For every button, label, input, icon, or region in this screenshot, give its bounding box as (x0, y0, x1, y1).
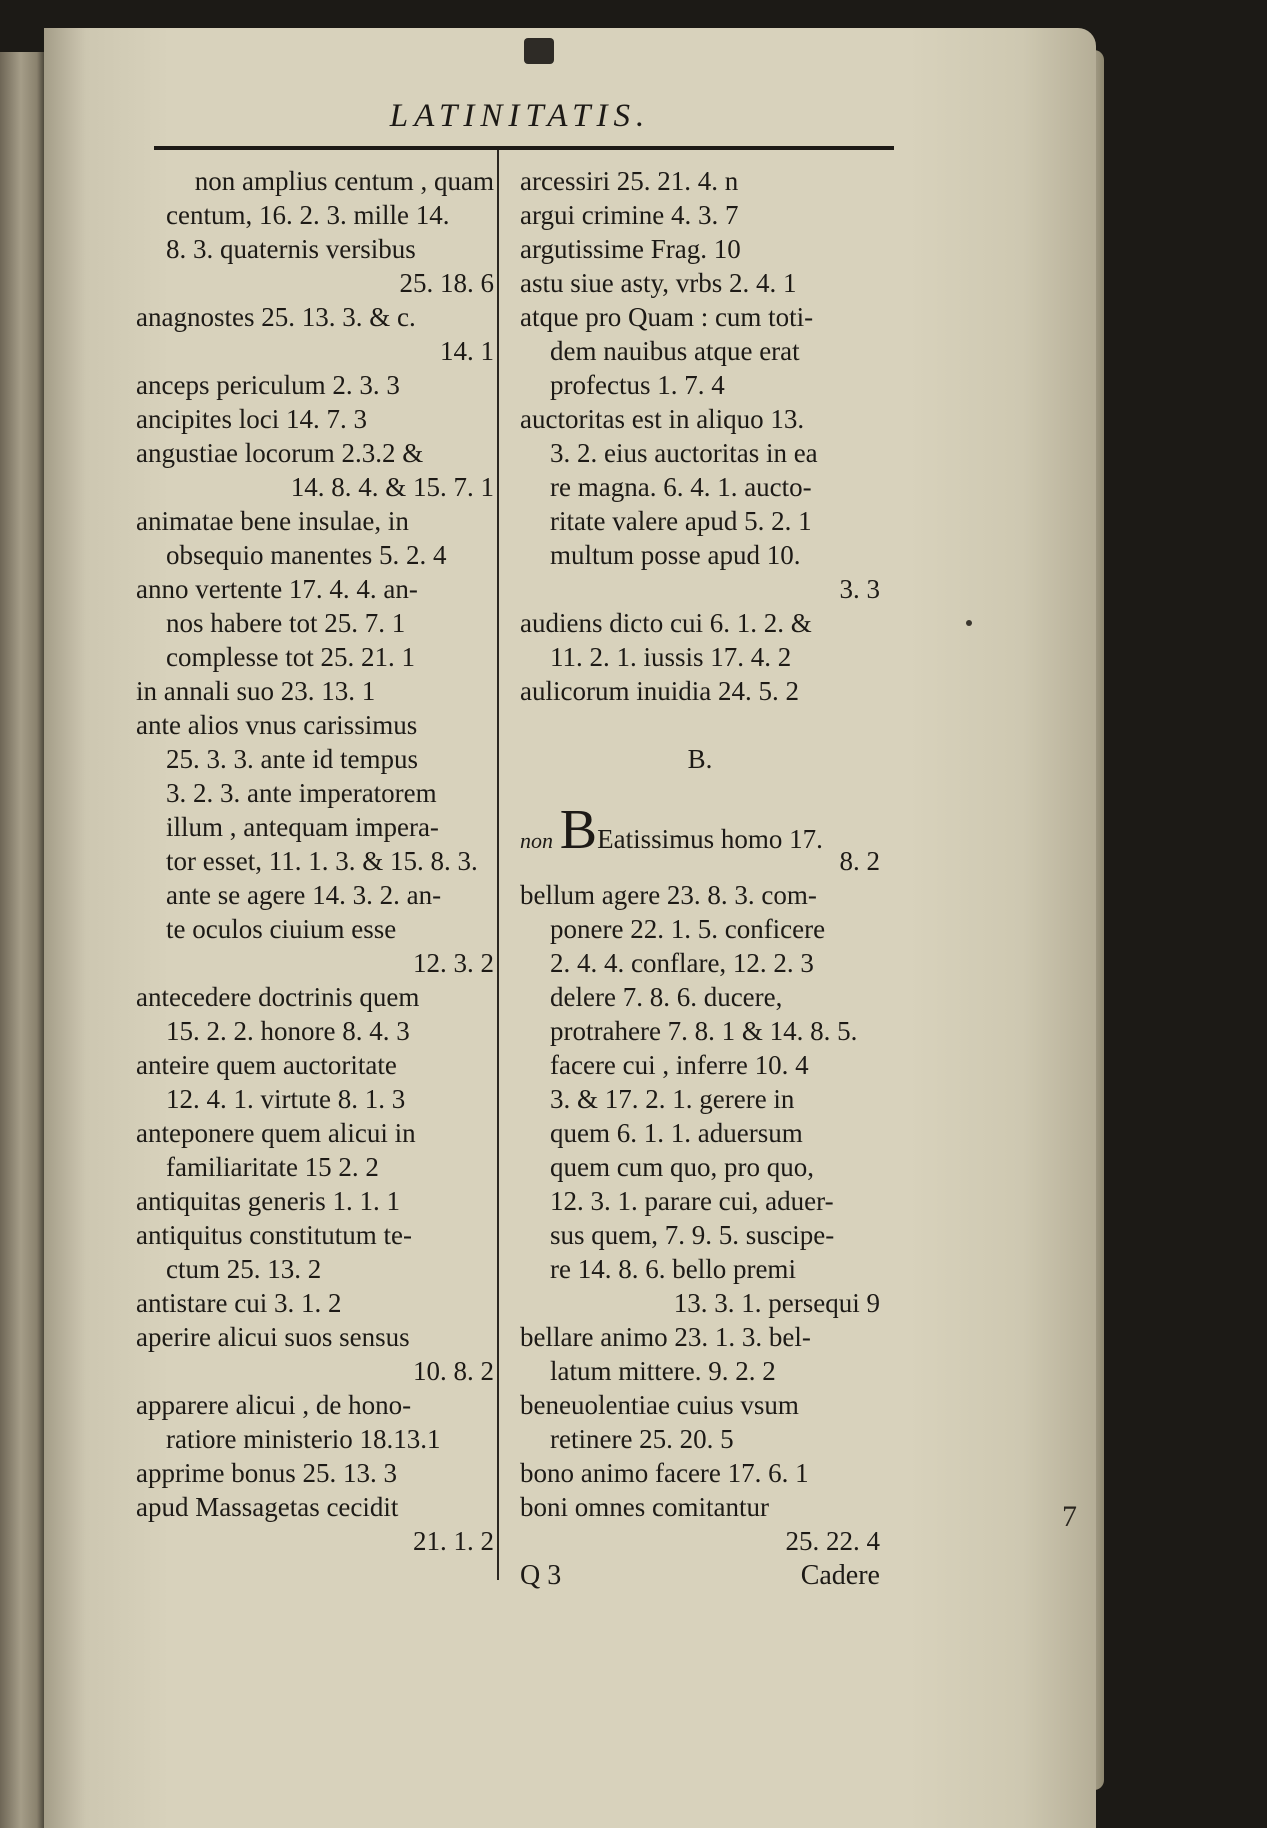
index-entry-line: argutissime Frag. 10 (520, 234, 741, 264)
index-column-right (520, 164, 880, 1558)
index-entry-line: latum mittere. 9. 2. 2 (550, 1356, 776, 1386)
index-entry-line: animatae bene insulae, in (136, 506, 409, 536)
spacer (520, 708, 880, 742)
index-entry-line: antistare cui 3. 1. 2 (136, 1288, 342, 1318)
index-entry-line: 8. 2 (839, 846, 880, 876)
index-entry-line: illum , antequam impera- (166, 812, 439, 842)
index-entry-line: atque pro Quam : cum toti- (520, 302, 814, 332)
index-entry-line: retinere 25. 20. 5 (550, 1424, 734, 1454)
left-page-edge (0, 52, 46, 1828)
right-column-top-entries (520, 164, 880, 708)
index-entry-line: 21. 1. 2 (413, 1526, 494, 1556)
index-entry-line: familiaritate 15 2. 2 (166, 1152, 379, 1182)
dropcap-prefix: non (520, 828, 553, 853)
index-entry-line: 25. 3. 3. ante id tempus (166, 744, 418, 774)
margin-mark: 7 (1062, 1500, 1077, 1533)
dropcap-rest: Eatissimus homo 17. (597, 824, 823, 854)
index-entry-line: 2. 4. 4. conflare, 12. 2. 3 (550, 948, 814, 978)
index-entry-line: 8. 3. quaternis versibus (166, 234, 416, 264)
index-entry-line: auctoritas est in aliquo 13. (520, 404, 805, 434)
index-column-left (136, 164, 494, 1558)
index-entry-line: sus quem, 7. 9. 5. suscipe- (550, 1220, 835, 1250)
index-entry-line: ante se agere 14. 3. 2. an- (166, 880, 442, 910)
index-entry-line: centum, 16. 2. 3. mille 14. (166, 200, 450, 230)
index-entry-line: in annali suo 23. 13. 1 (136, 676, 376, 706)
index-entry-line: nos habere tot 25. 7. 1 (166, 608, 406, 638)
index-entry-line: boni omnes comitantur (520, 1492, 769, 1522)
index-entry-line: 12. 3. 1. parare cui, aduer- (550, 1186, 834, 1216)
index-entry-line: 14. 1 (440, 336, 494, 366)
index-entry-line: re 14. 8. 6. bello premi (550, 1254, 796, 1284)
index-entry-line: anceps periculum 2. 3. 3 (136, 370, 400, 400)
index-entry-line: protrahere 7. 8. 1 & 14. 8. 5. (550, 1016, 858, 1046)
index-entry-line: tor esset, 11. 1. 3. & 15. 8. 3. (166, 846, 478, 876)
index-entry-line: anagnostes 25. 13. 3. & c. (136, 302, 416, 332)
index-entry-line: anteponere quem alicui in (136, 1118, 416, 1148)
column-divider (497, 150, 499, 1580)
section-letter: B. (687, 744, 713, 774)
index-entry-line: ritate valere apud 5. 2. 1 (550, 506, 812, 536)
index-entry-line: anno vertente 17. 4. 4. an- (136, 574, 418, 604)
index-entry-line: 3. 3 (839, 574, 880, 604)
index-entry-line: complesse tot 25. 21. 1 (166, 642, 415, 672)
index-entry-line: antiquitas generis 1. 1. 1 (136, 1186, 400, 1216)
index-entry-line: ante alios vnus carissimus (136, 710, 418, 740)
right-column-bottom-entries (520, 844, 880, 1558)
index-entry-line: quem cum quo, pro quo, (550, 1152, 814, 1182)
index-entry-line: antecedere doctrinis quem (136, 982, 420, 1012)
index-entry-line: facere cui , inferre 10. 4 (550, 1050, 809, 1080)
index-entry-line: multum posse apud 10. (550, 540, 801, 570)
index-entry-line: anteire quem auctoritate (136, 1050, 397, 1080)
index-entry-line: 15. 2. 2. honore 8. 4. 3 (166, 1016, 410, 1046)
ink-dot (966, 620, 972, 626)
index-entry-line: te oculos ciuium esse (166, 914, 397, 944)
index-entry-line: astu siue asty, vrbs 2. 4. 1 (520, 268, 797, 298)
index-entry-line: quem 6. 1. 1. aduersum (550, 1118, 803, 1148)
bookmark-tab (524, 38, 554, 64)
index-entry-line: apud Massagetas cecidit (136, 1492, 399, 1522)
page-footer (520, 1560, 880, 1592)
running-header: LATINITATIS. (389, 98, 651, 134)
index-entry-line: 11. 2. 1. iussis 17. 4. 2 (550, 642, 792, 672)
index-entry-line: obsequio manentes 5. 2. 4 (166, 540, 447, 570)
index-entry-line: ancipites loci 14. 7. 3 (136, 404, 367, 434)
index-entry-line: audiens dicto cui 6. 1. 2. & (520, 608, 812, 638)
index-entry-line: ponere 22. 1. 5. conficere (550, 914, 826, 944)
index-entry-line: apprime bonus 25. 13. 3 (136, 1458, 397, 1488)
index-entry-line: dem nauibus atque erat (550, 336, 800, 366)
index-entry-line: aulicorum inuidia 24. 5. 2 (520, 676, 799, 706)
index-entry-line: antiquitus constitutum te- (136, 1220, 412, 1250)
index-entry-line: 13. 3. 1. persequi 9 (673, 1288, 880, 1318)
index-entry-line: argui crimine 4. 3. 7 (520, 200, 739, 230)
index-entry-line: beneuolentiae cuius vsum (520, 1390, 799, 1420)
index-entry-line: 12. 3. 2 (413, 948, 494, 978)
index-entry-line: bellare animo 23. 1. 3. bel- (520, 1322, 811, 1352)
signature-mark: Q 3 (520, 1560, 562, 1591)
index-entry-line: profectus 1. 7. 4 (550, 370, 725, 400)
catchword: Cadere (800, 1560, 880, 1591)
index-entry-line: non amplius centum , quam (194, 166, 494, 196)
header-rule (154, 146, 894, 150)
index-entry-line: 3. 2. eius auctoritas in ea (550, 438, 818, 468)
index-entry-line: ctum 25. 13. 2 (166, 1254, 322, 1284)
index-entry-line: 10. 8. 2 (413, 1356, 494, 1386)
index-entry-line: re magna. 6. 4. 1. aucto- (550, 472, 812, 502)
index-entry-line: arcessiri 25. 21. 4. n (520, 166, 739, 196)
index-entry-line: 3. 2. 3. ante imperatorem (166, 778, 437, 808)
index-entry-line: 12. 4. 1. virtute 8. 1. 3 (166, 1084, 406, 1114)
index-entry-line: 25. 22. 4 (785, 1526, 880, 1556)
index-entry-line: 14. 8. 4. & 15. 7. 1 (290, 472, 494, 502)
index-entry-line: delere 7. 8. 6. ducere, (550, 982, 783, 1012)
index-entry-line: bono animo facere 17. 6. 1 (520, 1458, 809, 1488)
index-entry-line: angustiae locorum 2.3.2 & (136, 438, 424, 468)
index-entry-line: aperire alicui suos sensus (136, 1322, 410, 1352)
index-entry-line: 3. & 17. 2. 1. gerere in (550, 1084, 795, 1114)
dropcap-letter: B (559, 799, 598, 861)
index-entry-line: apparere alicui , de hono- (136, 1390, 412, 1420)
index-entry-line: 25. 18. 6 (399, 268, 494, 298)
index-entry-line: ratiore ministerio 18.13.1 (166, 1424, 441, 1454)
index-entry-line: bellum agere 23. 8. 3. com- (520, 880, 817, 910)
